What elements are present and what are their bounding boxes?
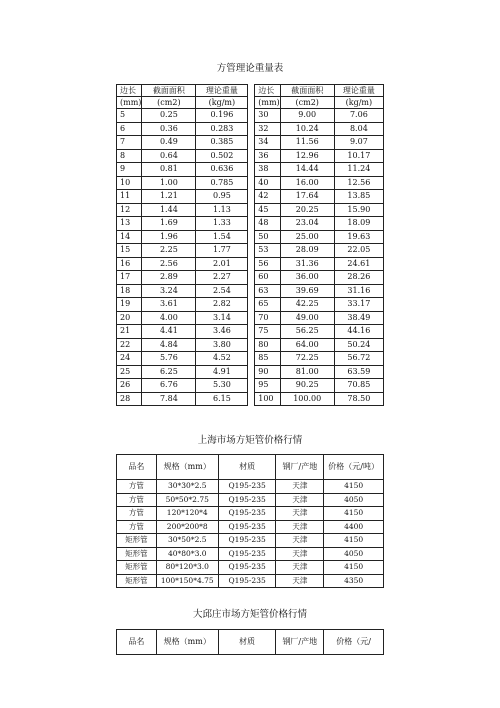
- table-cell: 30*30*2.5: [156, 480, 218, 494]
- table-row: [117, 547, 384, 561]
- table-cell: 3.80: [196, 338, 248, 352]
- column-gap: [248, 85, 255, 97]
- column-gap: [248, 257, 255, 271]
- column-gap: [248, 352, 255, 366]
- table-cell: 21: [117, 325, 142, 339]
- table-cell: 95: [255, 379, 280, 393]
- table-cell: 天津: [276, 507, 324, 521]
- table-cell: 56.25: [280, 325, 334, 339]
- column-header: 钢厂/产地: [276, 630, 324, 655]
- table-cell: 2.89: [142, 271, 196, 285]
- table-cell: 1.13: [196, 203, 248, 217]
- table-row: [117, 176, 384, 190]
- table-cell: 80: [255, 338, 280, 352]
- table-cell: 矩形管: [117, 547, 157, 561]
- table-cell: 6.76: [142, 379, 196, 393]
- table-cell: 0.502: [196, 149, 248, 163]
- table-cell: 4150: [324, 507, 384, 521]
- column-gap: [248, 203, 255, 217]
- table-cell: 0.196: [196, 109, 248, 123]
- table-cell: 4150: [324, 480, 384, 494]
- table-cell: 23.04: [280, 217, 334, 231]
- table-cell: 2.54: [196, 284, 248, 298]
- table-cell: 13.85: [334, 190, 383, 204]
- table-row: [117, 190, 384, 204]
- table-cell: 天津: [276, 561, 324, 575]
- table-cell: 24.61: [334, 257, 383, 271]
- column-header: 边长: [255, 85, 280, 97]
- table-cell: 90: [255, 365, 280, 379]
- column-header: (mm): [255, 97, 280, 109]
- table-cell: 6.25: [142, 365, 196, 379]
- table-cell: 4400: [324, 520, 384, 534]
- table-cell: 0.25: [142, 109, 196, 123]
- table-row: [117, 203, 384, 217]
- table-cell: 8.04: [334, 122, 383, 136]
- table-cell: 4.00: [142, 311, 196, 325]
- table-cell: 4150: [324, 534, 384, 548]
- table-cell: 30*50*2.5: [156, 534, 218, 548]
- table-row: [117, 284, 384, 298]
- table-cell: 100.00: [280, 392, 334, 406]
- column-header: 理论重量: [196, 85, 248, 97]
- table-cell: 2.01: [196, 257, 248, 271]
- table-cell: 22: [117, 338, 142, 352]
- column-gap: [248, 122, 255, 136]
- table-cell: 1.21: [142, 190, 196, 204]
- table-cell: 11: [117, 190, 142, 204]
- table-cell: 4.41: [142, 325, 196, 339]
- table-row: [117, 520, 384, 534]
- table-row: [117, 392, 384, 406]
- table-cell: 56: [255, 257, 280, 271]
- table-cell: 矩形管: [117, 574, 157, 588]
- table-row: [117, 365, 384, 379]
- header-row: [117, 630, 384, 655]
- table-cell: 85: [255, 352, 280, 366]
- table-cell: 25: [117, 365, 142, 379]
- table-cell: 10.17: [334, 149, 383, 163]
- table-cell: 20: [117, 311, 142, 325]
- table-cell: 28: [117, 392, 142, 406]
- table-cell: 3.24: [142, 284, 196, 298]
- table-cell: Q195-235: [218, 534, 276, 548]
- table-row: [117, 325, 384, 339]
- column-header: 截面面积: [142, 85, 196, 97]
- table-cell: 63: [255, 284, 280, 298]
- table-cell: Q195-235: [218, 547, 276, 561]
- table-cell: 1.96: [142, 230, 196, 244]
- table-cell: 12.56: [334, 176, 383, 190]
- shanghai-price-title: 上海市场方矩管价格行情: [197, 435, 303, 446]
- header-row: [117, 455, 384, 480]
- column-header: (kg/m): [334, 97, 383, 109]
- table-cell: 32: [255, 122, 280, 136]
- column-header: (cm2): [280, 97, 334, 109]
- table-cell: 6: [117, 122, 142, 136]
- table-cell: 14.44: [280, 163, 334, 177]
- daqiuzhuang-price-table: [116, 629, 384, 655]
- column-gap: [248, 379, 255, 393]
- table-cell: 1.33: [196, 217, 248, 231]
- table-cell: 19: [117, 298, 142, 312]
- table-cell: 矩形管: [117, 561, 157, 575]
- table-row: [117, 230, 384, 244]
- table-cell: 2.56: [142, 257, 196, 271]
- table-cell: 50.24: [334, 338, 383, 352]
- table-row: [117, 379, 384, 393]
- table-row: [117, 109, 384, 123]
- table-cell: 81.00: [280, 365, 334, 379]
- column-gap: [248, 338, 255, 352]
- column-gap: [248, 136, 255, 150]
- table-row: [117, 271, 384, 285]
- table-row: [117, 122, 384, 136]
- table-cell: Q195-235: [218, 480, 276, 494]
- table-cell: 34: [255, 136, 280, 150]
- table-cell: 9.07: [334, 136, 383, 150]
- table-row: [117, 352, 384, 366]
- column-gap: [248, 298, 255, 312]
- column-header: (kg/m): [196, 97, 248, 109]
- table-cell: 3.14: [196, 311, 248, 325]
- table-cell: 19.63: [334, 230, 383, 244]
- table-cell: 100: [255, 392, 280, 406]
- table-row: [117, 257, 384, 271]
- column-gap: [248, 244, 255, 258]
- table-cell: 0.636: [196, 163, 248, 177]
- column-header: 材质: [218, 630, 276, 655]
- table-cell: 8: [117, 149, 142, 163]
- table-cell: 5.76: [142, 352, 196, 366]
- column-gap: [248, 325, 255, 339]
- column-header: 品名: [117, 630, 157, 655]
- table-cell: 方管: [117, 493, 157, 507]
- table-cell: 4050: [324, 493, 384, 507]
- table-row: [117, 480, 384, 494]
- table-cell: 50*50*2.75: [156, 493, 218, 507]
- table-cell: 12: [117, 203, 142, 217]
- table-cell: 64.00: [280, 338, 334, 352]
- table-cell: 31.36: [280, 257, 334, 271]
- column-gap: [248, 392, 255, 406]
- table-row: [117, 217, 384, 231]
- table-cell: 4.84: [142, 338, 196, 352]
- table-cell: 2.82: [196, 298, 248, 312]
- table-cell: 38: [255, 163, 280, 177]
- table-cell: 17.64: [280, 190, 334, 204]
- table-cell: 0.64: [142, 149, 196, 163]
- table-cell: 48: [255, 217, 280, 231]
- table-cell: 方管: [117, 507, 157, 521]
- column-header: 材质: [218, 455, 276, 480]
- table-cell: 3.46: [196, 325, 248, 339]
- column-header: 理论重量: [334, 85, 383, 97]
- table-cell: 18.09: [334, 217, 383, 231]
- column-header: (mm): [117, 97, 142, 109]
- table-row: [117, 493, 384, 507]
- table-row: [117, 534, 384, 548]
- column-gap: [248, 284, 255, 298]
- table-cell: 65: [255, 298, 280, 312]
- table-cell: 72.25: [280, 352, 334, 366]
- table-cell: 31.16: [334, 284, 383, 298]
- table-cell: 40: [255, 176, 280, 190]
- table-cell: 20.25: [280, 203, 334, 217]
- table-cell: 1.44: [142, 203, 196, 217]
- column-header: 价格（元/吨）: [324, 455, 384, 480]
- weight-table-title: 方管理论重量表: [216, 63, 284, 74]
- table-cell: 0.785: [196, 176, 248, 190]
- table-cell: 天津: [276, 547, 324, 561]
- table-cell: 200*200*8: [156, 520, 218, 534]
- table-cell: 38.49: [334, 311, 383, 325]
- table-cell: 10: [117, 176, 142, 190]
- column-gap: [248, 149, 255, 163]
- column-header: 价格（元/: [324, 630, 384, 655]
- header-row: [117, 97, 384, 109]
- column-gap: [248, 311, 255, 325]
- table-cell: 7: [117, 136, 142, 150]
- table-cell: 90.25: [280, 379, 334, 393]
- table-cell: 4050: [324, 547, 384, 561]
- table-cell: 42: [255, 190, 280, 204]
- table-row: [117, 574, 384, 588]
- column-header: 钢厂/产地: [276, 455, 324, 480]
- table-cell: 30: [255, 109, 280, 123]
- table-cell: 1.69: [142, 217, 196, 231]
- table-cell: 5.30: [196, 379, 248, 393]
- column-gap: [248, 190, 255, 204]
- table-cell: 天津: [276, 574, 324, 588]
- table-cell: 70.85: [334, 379, 383, 393]
- table-cell: 10.24: [280, 122, 334, 136]
- table-row: [117, 298, 384, 312]
- column-header: 截面面积: [280, 85, 334, 97]
- weight-table: [116, 84, 384, 406]
- table-cell: 49.00: [280, 311, 334, 325]
- table-cell: 16.00: [280, 176, 334, 190]
- table-cell: 0.49: [142, 136, 196, 150]
- table-cell: 36.00: [280, 271, 334, 285]
- table-cell: 0.385: [196, 136, 248, 150]
- column-header: 规格（mm）: [156, 630, 218, 655]
- table-cell: Q195-235: [218, 561, 276, 575]
- table-cell: 2.27: [196, 271, 248, 285]
- table-cell: 0.81: [142, 163, 196, 177]
- table-cell: Q195-235: [218, 520, 276, 534]
- table-cell: 18: [117, 284, 142, 298]
- table-cell: 9.00: [280, 109, 334, 123]
- table-cell: 28.09: [280, 244, 334, 258]
- table-cell: 14: [117, 230, 142, 244]
- table-row: [117, 244, 384, 258]
- table-cell: 1.77: [196, 244, 248, 258]
- table-cell: 15.90: [334, 203, 383, 217]
- table-cell: 70: [255, 311, 280, 325]
- table-cell: 7.84: [142, 392, 196, 406]
- table-cell: 5: [117, 109, 142, 123]
- table-cell: 42.25: [280, 298, 334, 312]
- table-cell: 120*120*4: [156, 507, 218, 521]
- table-row: [117, 311, 384, 325]
- table-cell: 2.25: [142, 244, 196, 258]
- table-cell: 39.69: [280, 284, 334, 298]
- column-gap: [248, 271, 255, 285]
- header-row: [117, 85, 384, 97]
- table-cell: 25.00: [280, 230, 334, 244]
- table-cell: 26: [117, 379, 142, 393]
- table-cell: 1.54: [196, 230, 248, 244]
- table-cell: 天津: [276, 520, 324, 534]
- table-row: [117, 163, 384, 177]
- table-cell: 1.00: [142, 176, 196, 190]
- column-header: (cm2): [142, 97, 196, 109]
- table-row: [117, 136, 384, 150]
- table-cell: 天津: [276, 493, 324, 507]
- table-cell: 6.15: [196, 392, 248, 406]
- table-cell: 80*120*3.0: [156, 561, 218, 575]
- column-gap: [248, 176, 255, 190]
- table-cell: 53: [255, 244, 280, 258]
- table-cell: Q195-235: [218, 493, 276, 507]
- table-cell: 63.59: [334, 365, 383, 379]
- table-cell: 天津: [276, 480, 324, 494]
- table-cell: 13: [117, 217, 142, 231]
- table-cell: 天津: [276, 534, 324, 548]
- table-cell: 16: [117, 257, 142, 271]
- table-cell: 矩形管: [117, 534, 157, 548]
- column-header: 规格（mm）: [156, 455, 218, 480]
- daqiuzhuang-price-title: 大邱庄市场方矩管价格行情: [192, 609, 307, 620]
- table-cell: 9: [117, 163, 142, 177]
- shanghai-price-table: [116, 454, 384, 588]
- table-cell: 33.17: [334, 298, 383, 312]
- column-gap: [248, 230, 255, 244]
- table-cell: 50: [255, 230, 280, 244]
- table-row: [117, 507, 384, 521]
- table-cell: 28.26: [334, 271, 383, 285]
- table-cell: 22.05: [334, 244, 383, 258]
- table-cell: 44.16: [334, 325, 383, 339]
- table-row: [117, 149, 384, 163]
- table-cell: Q195-235: [218, 507, 276, 521]
- table-cell: 方管: [117, 480, 157, 494]
- column-gap: [248, 217, 255, 231]
- column-gap: [248, 365, 255, 379]
- column-header: 品名: [117, 455, 157, 480]
- table-row: [117, 338, 384, 352]
- table-cell: 0.95: [196, 190, 248, 204]
- table-cell: 4.91: [196, 365, 248, 379]
- table-cell: 方管: [117, 520, 157, 534]
- table-cell: 36: [255, 149, 280, 163]
- table-cell: 40*80*3.0: [156, 547, 218, 561]
- table-cell: 75: [255, 325, 280, 339]
- table-cell: 11.56: [280, 136, 334, 150]
- table-cell: 78.50: [334, 392, 383, 406]
- table-cell: 4150: [324, 561, 384, 575]
- table-cell: 0.283: [196, 122, 248, 136]
- table-cell: 11.24: [334, 163, 383, 177]
- table-cell: 12.96: [280, 149, 334, 163]
- table-cell: 7.06: [334, 109, 383, 123]
- column-gap: [248, 109, 255, 123]
- table-cell: 60: [255, 271, 280, 285]
- table-cell: 3.61: [142, 298, 196, 312]
- column-header: 边长: [117, 85, 142, 97]
- table-cell: 0.36: [142, 122, 196, 136]
- column-gap: [248, 97, 255, 109]
- table-cell: 4350: [324, 574, 384, 588]
- table-cell: 24: [117, 352, 142, 366]
- table-cell: 17: [117, 271, 142, 285]
- table-cell: 4.52: [196, 352, 248, 366]
- column-gap: [248, 163, 255, 177]
- table-cell: 56.72: [334, 352, 383, 366]
- table-cell: 100*150*4.75: [156, 574, 218, 588]
- table-row: [117, 561, 384, 575]
- table-cell: 15: [117, 244, 142, 258]
- table-cell: 45: [255, 203, 280, 217]
- table-cell: Q195-235: [218, 574, 276, 588]
